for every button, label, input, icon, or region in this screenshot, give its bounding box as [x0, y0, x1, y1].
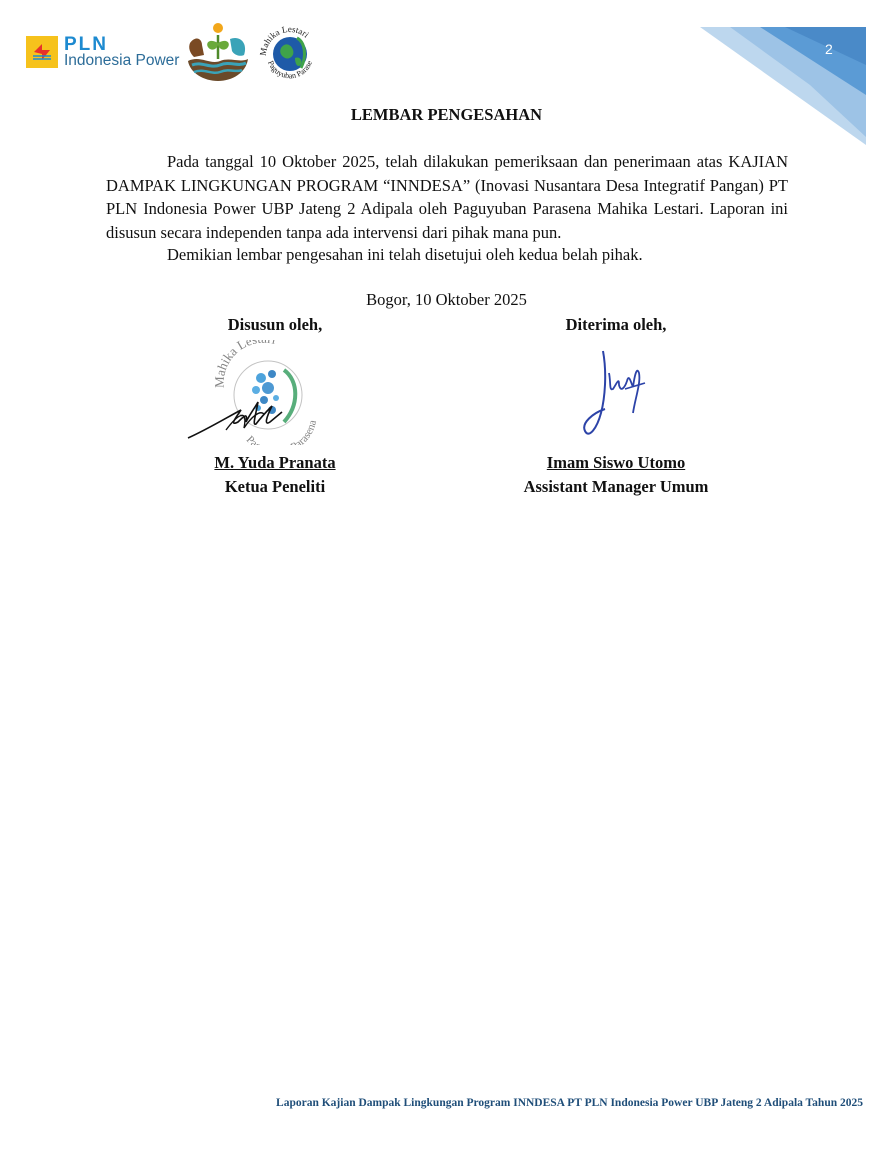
handwritten-signature: [575, 343, 655, 443]
svg-text:Mahika Lestari: [212, 340, 278, 388]
pln-logo: [26, 35, 186, 71]
stamp-and-signature: [186, 340, 336, 445]
community-program-logo: [184, 21, 252, 83]
right-signatory-name: Imam Siswo Utomo: [546, 453, 686, 472]
closing-paragraph: Demikian lembar pengesahan ini telah disetujui oleh kedua belah pihak.: [167, 245, 643, 264]
received-by-label: Diterima oleh,: [565, 315, 667, 334]
right-signatory-role: Assistant Manager Umum: [523, 477, 709, 496]
pln-subtitle: Indonesia Power: [64, 52, 180, 69]
page-number: 2: [825, 41, 833, 57]
left-signatory-role: Ketua Peneliti: [224, 477, 326, 496]
body-paragraph: Pada tanggal 10 Oktober 2025, telah dilakukan pemeriksaan dan penerimaan atas KAJIAN DAMPAK LINGKUNGAN PROGRAM “INNDESA” (Inovasi Nusantara Desa Integratif Pangan) PT PLN Indonesia Power UBP Jateng 2 Adipala oleh Paguyuban Parasena Mahika Lestari. Laporan ini disusun secara independen tanpa ada intervensi dari pihak mana pun.: [106, 152, 788, 242]
page-footer: Laporan Kajian Dampak Lingkungan Program INNDESA PT PLN Indonesia Power UBP Jateng 2 Adipala Tahun 2025: [276, 1097, 863, 1109]
logo3-text-bottom: Paguyuban Parase: [266, 59, 314, 81]
pln-brand: PLN: [64, 34, 108, 55]
lightning-icon: [26, 36, 58, 68]
stamp-text-bottom: Pa arasena: [243, 418, 320, 445]
logo3-text-top: Mahika Lestari: [257, 23, 311, 57]
stamp-text-top: Mahika Le: [211, 340, 254, 389]
mahika-lestari-logo: [257, 20, 323, 86]
prepared-by-label: Disusun oleh,: [227, 315, 323, 334]
place-date: Bogor, 10 Oktober 2025: [366, 290, 527, 309]
left-signatory-name: M. Yuda Pranata: [214, 453, 336, 472]
page-corner-decoration: [690, 25, 866, 145]
page-title: LEMBAR PENGESAHAN: [350, 105, 543, 124]
